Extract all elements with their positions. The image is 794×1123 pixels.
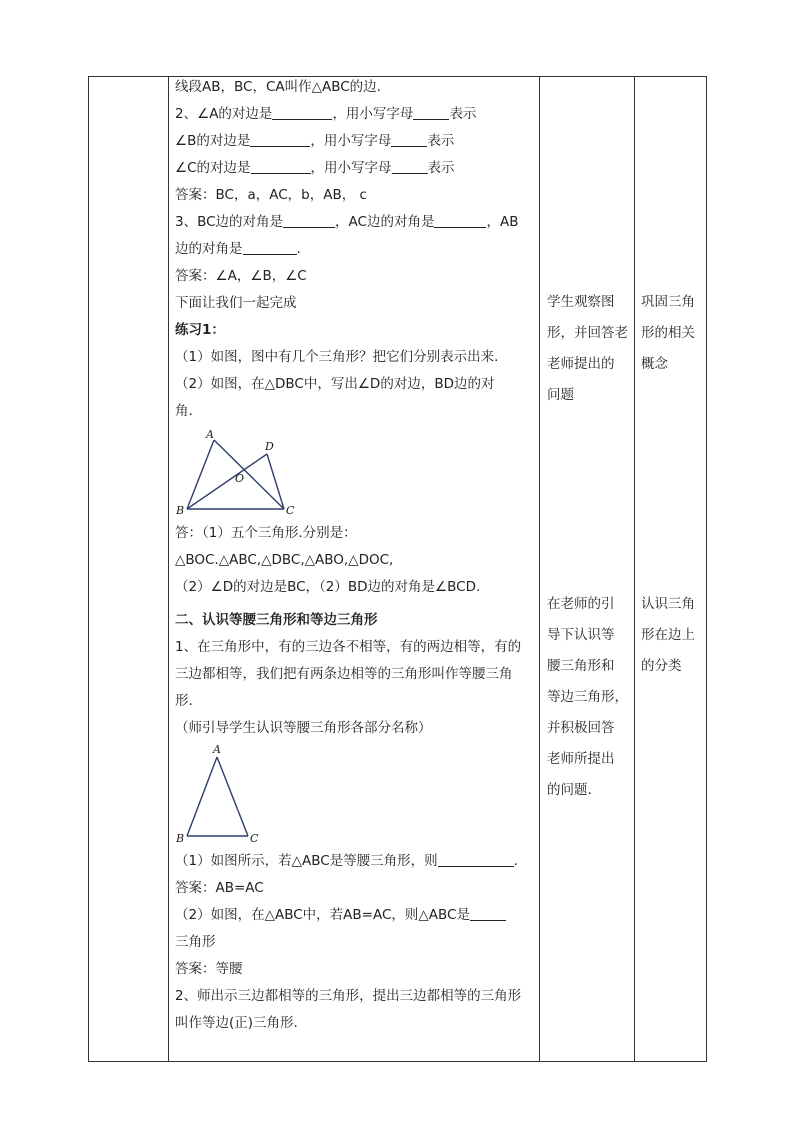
- text-line: 线段AB，BC，CA叫作△ABC的边.: [175, 79, 381, 95]
- design-intent-block: 巩固三角 形的相关 概念: [641, 294, 695, 372]
- question-line: （2）如图，在△ABC中，若AB=AC，则△ABC是: [175, 905, 506, 925]
- answer-blank: [470, 906, 506, 921]
- design-intent-block: 认识三角 形在边上 的分类: [641, 596, 695, 674]
- answer-blank: [272, 105, 332, 120]
- answer-line: 答案：∠A，∠B，∠C: [175, 268, 307, 284]
- isosceles-triangle-figure: [175, 741, 275, 847]
- answer-line: 答：（1）五个三角形.分别是：: [175, 525, 357, 541]
- column-divider: [168, 77, 169, 1061]
- answer-blank: [250, 132, 310, 147]
- segment-ab: [187, 440, 214, 509]
- question-line: ∠B的对边是 ，用小写字母 表示: [175, 133, 455, 149]
- column-divider: [634, 77, 635, 1061]
- answer-line: 答案：BC，a，AC，b，AB， c: [175, 187, 367, 203]
- point-label-o: O: [235, 472, 245, 485]
- answer-blank: [434, 213, 486, 228]
- segment-ac: [217, 757, 248, 836]
- text-line: 下面让我们一起完成: [175, 295, 297, 311]
- question-line: 3、BC边的对角是 ，AC边的对角是 ，AB: [175, 214, 519, 230]
- text-line: 三边都相等，我们把有两条边相等的三角形叫作等腰三角: [175, 666, 513, 682]
- answer-blank: [413, 105, 449, 120]
- exercise-heading: 练习1：: [175, 322, 225, 338]
- segment-ab: [187, 757, 217, 836]
- vertex-label-a: A: [213, 743, 221, 756]
- vertex-label-b: B: [176, 504, 185, 515]
- answer-blank: [283, 213, 335, 228]
- question-line: （1）如图所示，若△ABC是等腰三角形，则 .: [175, 853, 518, 869]
- answer-line: 答案：等腰: [175, 961, 243, 977]
- vertex-label-a: A: [206, 428, 214, 441]
- student-activity-block: 学生观察图 形，并回答老 老师提出的 问题: [547, 294, 628, 403]
- text-line: 形.: [175, 693, 193, 709]
- answer-line: △BOC.△ABC,△DBC,△ABO,△DOC,: [175, 552, 394, 568]
- triangle-figure-abcd: [175, 425, 305, 515]
- text-line: 1、在三角形中，有的三边各不相等，有的两边相等，有的: [175, 639, 522, 655]
- student-activity-block: 在老师的引 导下认识等 腰三角形和 等边三角形， 并积极回答 老师所提出 的问题.: [547, 596, 628, 798]
- section-heading: 二、认识等腰三角形和等边三角形: [175, 612, 378, 628]
- question-line: ∠C的对边是 ，用小写字母 表示: [175, 160, 455, 176]
- text-line: 三角形: [175, 934, 216, 950]
- question-line: （1）如图，图中有几个三角形？把它们分别表示出来.: [175, 349, 499, 365]
- answer-blank: [251, 159, 311, 174]
- question-line: （2）如图，在△DBC中，写出∠D的对边，BD边的对: [175, 376, 495, 392]
- question-line: 2、∠A的对边是 ，用小写字母 表示: [175, 106, 477, 122]
- text-line: 2、师出示三边都相等的三角形，提出三边都相等的三角形: [175, 988, 522, 1004]
- vertex-label-b: B: [176, 832, 185, 845]
- vertex-label-d: D: [265, 440, 274, 453]
- text-line: 叫作等边(正)三角形.: [175, 1015, 298, 1031]
- vertex-label-c: C: [286, 504, 295, 515]
- text-line: （师引导学生认识等腰三角形各部分名称）: [175, 720, 432, 736]
- answer-blank: [392, 159, 428, 174]
- question-line: 角.: [175, 403, 193, 419]
- answer-line: （2）∠D的对边是BC，（2）BD边的对角是∠BCD.: [175, 579, 481, 595]
- vertex-label-c: C: [250, 832, 259, 845]
- question-line: 边的对角是 .: [175, 241, 301, 257]
- segment-bd: [187, 454, 267, 509]
- answer-blank: [391, 132, 427, 147]
- answer-blank: [438, 852, 514, 867]
- lesson-table: [88, 76, 707, 1062]
- column-divider: [539, 77, 540, 1061]
- answer-line: 答案：AB=AC: [175, 880, 264, 896]
- answer-blank: [243, 240, 297, 255]
